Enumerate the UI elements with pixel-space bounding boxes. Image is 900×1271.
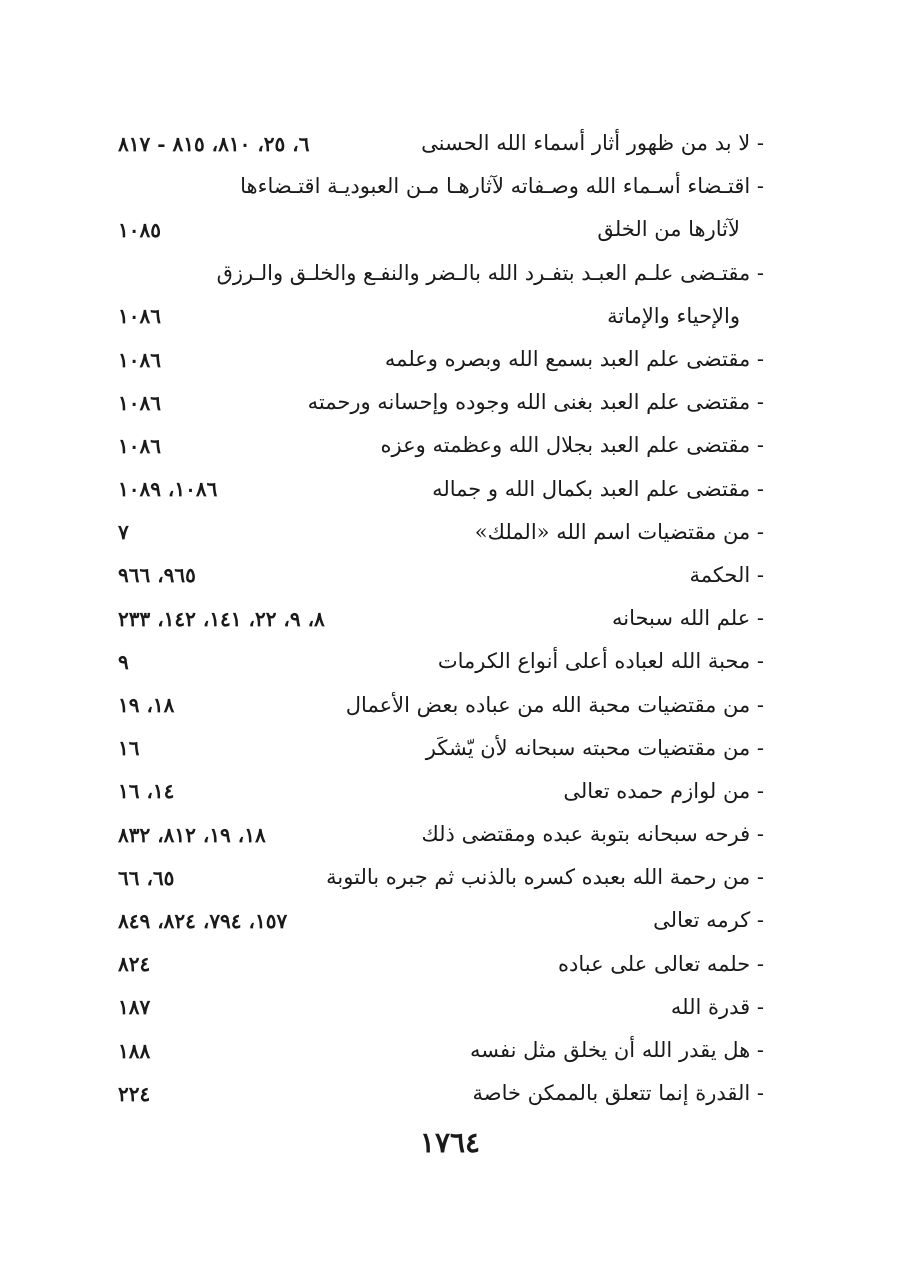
index-entry-pages: ١٨، ١٩، ٨١٢، ٨٣٢: [118, 822, 266, 847]
index-entry-text: - مقتضى علم العبد بغنى الله وجوده وإحسانه ورحمته: [307, 390, 764, 415]
index-entry-text: - مقتضى علم العبد بجلال الله وعظمته وعزه: [380, 433, 764, 458]
index-entry-text: - مقتضى علم العبد بكمال الله و جماله: [432, 476, 764, 501]
index-entry-text: والإحياء والإماتة: [607, 303, 740, 328]
index-entry-pages: ١٥٧، ٧٩٤، ٨٢٤، ٨٤٩: [118, 908, 288, 933]
index-entry-text: - محبة الله لعباده أعلى أنواع الكرمات: [437, 649, 764, 674]
index-entry-text: - مقتـضى علـم العبـد بتفـرد الله بالـضر والنفـع والخلـق والـرزق: [216, 260, 764, 285]
index-entry-pages: ٧: [118, 520, 129, 545]
index-entry-pages: ١٠٨٦: [118, 433, 161, 458]
index-entry-text: - من رحمة الله بعبده كسره بالذنب ثم جبره بالتوبة: [326, 865, 764, 890]
index-entry-pages: ٩٦٥، ٩٦٦: [118, 563, 196, 588]
index-entry-text: - من لوازم حمده تعالى: [563, 778, 764, 803]
index-row: [100, 381, 770, 424]
index-row: [100, 856, 770, 899]
index-entry-text: - من مقتضيات اسم الله «الملك»: [474, 519, 764, 544]
index-entry-text: - من مقتضيات محبة الله من عباده بعض الأعمال: [345, 692, 764, 717]
index-row: [100, 252, 770, 295]
index-entry-pages: ٦، ٢٥، ٨١٠، ٨١٥ - ٨١٧: [118, 131, 310, 156]
index-row: [100, 813, 770, 856]
index-entry-text: - قدرة الله: [670, 994, 764, 1019]
index-entry-text: - القدرة إنما تتعلق بالممكن خاصة: [472, 1081, 764, 1106]
index-entry-pages: ٨٢٤: [118, 952, 151, 977]
index-entry-pages: ١٨٧: [118, 995, 151, 1020]
index-row: [100, 468, 770, 511]
index-entry-pages: ١٦: [118, 736, 140, 761]
index-entry-pages: ١٤، ١٦: [118, 779, 175, 804]
index-entry-pages: ٢٢٤: [118, 1081, 151, 1106]
index-entry-pages: ١٠٨٥: [118, 217, 161, 242]
index-entry-text: - فرحه سبحانه بتوبة عبده ومقتضى ذلك: [421, 822, 764, 847]
index-row: [100, 597, 770, 640]
index-row: [100, 424, 770, 467]
index-row: [100, 943, 770, 986]
index-entry-pages: ٩: [118, 649, 129, 674]
index-list: [100, 122, 770, 1115]
index-row: [100, 295, 770, 338]
index-row: [100, 1029, 770, 1072]
page-number: ١٧٦٤: [419, 1126, 481, 1159]
index-entry-text: - اقتـضاء أسـماء الله وصـفاته لآثارهـا مـن العبوديـة اقتـضاءها: [240, 174, 764, 199]
index-entry-text: - من مقتضيات محبته سبحانه لأن يّشكَر: [425, 735, 764, 760]
index-row: [100, 986, 770, 1029]
index-row: [100, 554, 770, 597]
index-row: [100, 122, 770, 165]
index-row: [100, 1072, 770, 1115]
index-row: [100, 770, 770, 813]
index-row: [100, 208, 770, 251]
index-entry-text: - كرمه تعالى: [653, 908, 764, 933]
index-row: [100, 899, 770, 942]
index-entry-pages: ٦٥، ٦٦: [118, 865, 175, 890]
index-entry-text: - الحكمة: [689, 562, 764, 587]
index-row: [100, 338, 770, 381]
index-row: [100, 640, 770, 683]
index-row: [100, 165, 770, 208]
index-entry-text: - علم الله سبحانه: [611, 606, 764, 631]
index-entry-text: - حلمه تعالى على عباده: [557, 951, 764, 976]
index-row: [100, 511, 770, 554]
index-entry-pages: ١٠٨٦: [118, 347, 161, 372]
index-entry-text: - هل يقدر الله أن يخلق مثل نفسه: [470, 1038, 764, 1063]
index-entry-pages: ١٠٨٦: [118, 304, 161, 329]
index-entry-pages: ١٨، ١٩: [118, 693, 175, 718]
index-row: [100, 683, 770, 726]
index-entry-pages: ١٨٨: [118, 1038, 151, 1063]
index-entry-pages: ١٠٨٦، ١٠٨٩: [118, 477, 218, 502]
index-entry-text: لآثارها من الخلق: [597, 217, 740, 242]
index-row: [100, 727, 770, 770]
index-entry-pages: ١٠٨٦: [118, 390, 161, 415]
index-entry-text: - مقتضى علم العبد بسمع الله وبصره وعلمه: [384, 347, 764, 372]
index-entry-text: - لا بد من ظهور أثار أسماء الله الحسنى: [421, 131, 764, 156]
index-entry-pages: ٨، ٩، ٢٢، ١٤١، ١٤٢، ٢٣٣: [118, 606, 325, 631]
